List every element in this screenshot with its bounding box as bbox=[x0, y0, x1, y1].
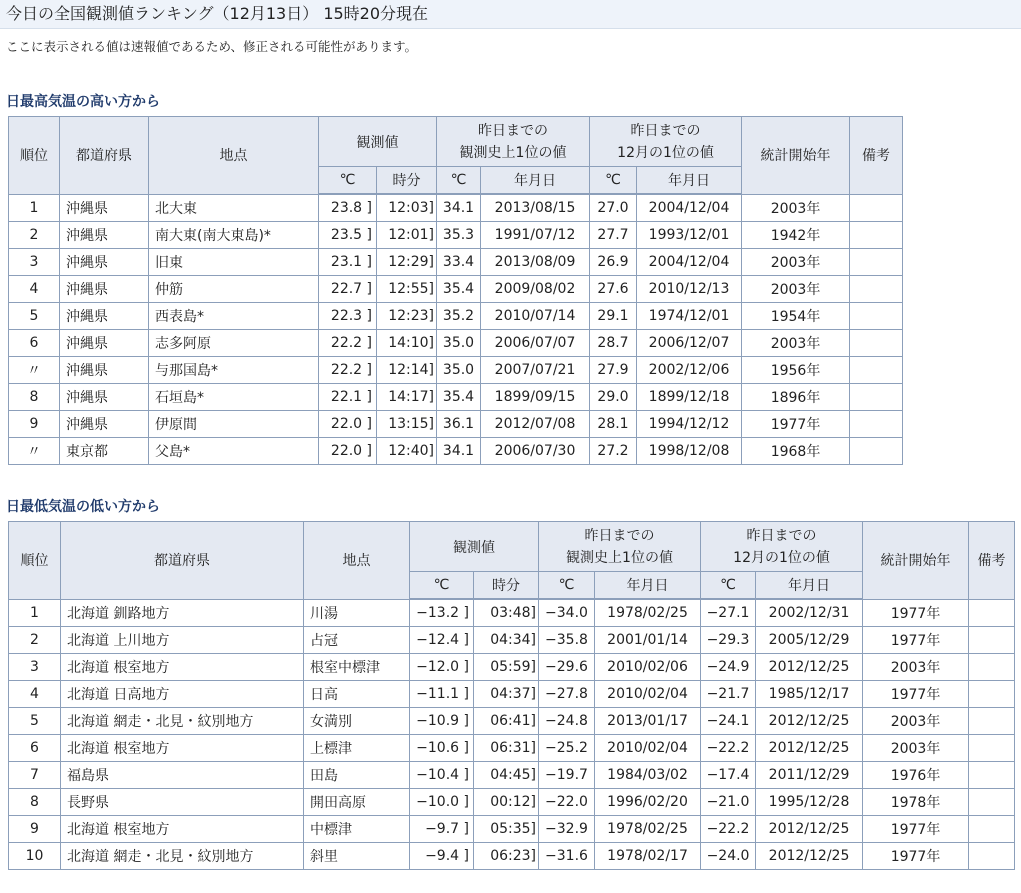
observed-time-cell: 06:41] bbox=[474, 708, 539, 735]
prefecture-cell: 長野県 bbox=[61, 789, 304, 816]
observed-value-cell: 22.0 ] bbox=[319, 438, 377, 465]
record-value-cell: −34.0 bbox=[539, 599, 595, 627]
remarks-cell bbox=[850, 438, 903, 465]
prefecture-cell: 北海道 網走・北見・紋別地方 bbox=[61, 843, 304, 870]
prefecture-cell: 沖縄県 bbox=[60, 330, 149, 357]
rank-cell: 1 bbox=[9, 194, 60, 222]
col-remarks: 備考 bbox=[850, 117, 903, 195]
start-year-cell: 1978年 bbox=[863, 789, 969, 816]
record-value-cell: −29.6 bbox=[539, 654, 595, 681]
remarks-cell bbox=[850, 330, 903, 357]
start-year-cell: 1976年 bbox=[863, 762, 969, 789]
remarks-cell bbox=[850, 194, 903, 222]
location-cell: 石垣島* bbox=[149, 384, 319, 411]
observed-time-cell: 05:59] bbox=[474, 654, 539, 681]
start-year-cell: 1977年 bbox=[742, 411, 850, 438]
prefecture-cell: 沖縄県 bbox=[60, 411, 149, 438]
observed-time-cell: 14:10] bbox=[377, 330, 437, 357]
month-record-date-cell: 1994/12/12 bbox=[637, 411, 742, 438]
col-month-date: 年月日 bbox=[637, 167, 742, 195]
record-date-cell: 1984/03/02 bbox=[595, 762, 701, 789]
table-row bbox=[9, 708, 1015, 735]
observed-time-cell: 12:40] bbox=[377, 438, 437, 465]
remarks-cell bbox=[850, 249, 903, 276]
start-year-cell: 1977年 bbox=[863, 627, 969, 654]
table-row bbox=[9, 762, 1015, 789]
prefecture-cell: 沖縄県 bbox=[60, 357, 149, 384]
record-date-cell: 2007/07/21 bbox=[481, 357, 590, 384]
month-record-value-cell: 29.1 bbox=[590, 303, 637, 330]
table-row bbox=[9, 357, 903, 384]
rank-cell: 1 bbox=[9, 599, 61, 627]
record-date-cell: 2010/07/14 bbox=[481, 303, 590, 330]
remarks-cell bbox=[969, 816, 1015, 843]
month-record-date-cell: 2012/12/25 bbox=[756, 843, 863, 870]
remarks-cell bbox=[850, 276, 903, 303]
location-cell: 北大東 bbox=[149, 194, 319, 222]
col-location: 地点 bbox=[149, 117, 319, 195]
start-year-cell: 2003年 bbox=[863, 654, 969, 681]
record-date-cell: 2010/02/04 bbox=[595, 681, 701, 708]
record-date-cell: 1899/09/15 bbox=[481, 384, 590, 411]
month-record-date-cell: 2004/12/04 bbox=[637, 249, 742, 276]
col-rank: 順位 bbox=[9, 522, 61, 600]
month-record-value-cell: −22.2 bbox=[701, 816, 756, 843]
col-remarks: 備考 bbox=[969, 522, 1015, 600]
month-record-value-cell: −27.1 bbox=[701, 599, 756, 627]
record-date-cell: 2010/02/04 bbox=[595, 735, 701, 762]
month-record-value-cell: −24.1 bbox=[701, 708, 756, 735]
prefecture-cell: 北海道 根室地方 bbox=[61, 654, 304, 681]
observed-value-cell: 23.8 ] bbox=[319, 194, 377, 222]
month-record-date-cell: 2011/12/29 bbox=[756, 762, 863, 789]
table-row bbox=[9, 599, 1015, 627]
high-temp-ranking-table bbox=[8, 116, 903, 465]
remarks-cell bbox=[969, 843, 1015, 870]
col-observed: 観測値 bbox=[410, 522, 539, 572]
location-cell: 仲筋 bbox=[149, 276, 319, 303]
table-row bbox=[9, 816, 1015, 843]
month-record-date-cell: 1993/12/01 bbox=[637, 222, 742, 249]
observed-time-cell: 12:23] bbox=[377, 303, 437, 330]
rank-cell: 5 bbox=[9, 303, 60, 330]
month-record-date-cell: 2002/12/31 bbox=[756, 599, 863, 627]
record-value-cell: 35.2 bbox=[437, 303, 481, 330]
record-date-cell: 2006/07/30 bbox=[481, 438, 590, 465]
prefecture-cell: 北海道 網走・北見・紋別地方 bbox=[61, 708, 304, 735]
start-year-cell: 1968年 bbox=[742, 438, 850, 465]
col-observed-unit: ℃ bbox=[319, 167, 377, 195]
rank-cell: 6 bbox=[9, 330, 60, 357]
month-record-value-cell: −24.0 bbox=[701, 843, 756, 870]
col-location: 地点 bbox=[304, 522, 410, 600]
location-cell: 志多阿原 bbox=[149, 330, 319, 357]
observed-time-cell: 04:34] bbox=[474, 627, 539, 654]
observed-value-cell: 22.1 ] bbox=[319, 384, 377, 411]
location-cell: 旧東 bbox=[149, 249, 319, 276]
table-row bbox=[9, 194, 903, 222]
remarks-cell bbox=[969, 654, 1015, 681]
location-cell: 西表島* bbox=[149, 303, 319, 330]
month-record-value-cell: 28.7 bbox=[590, 330, 637, 357]
col-prefecture: 都道府県 bbox=[60, 117, 149, 195]
rank-cell: 8 bbox=[9, 789, 61, 816]
col-observed-time: 時分 bbox=[377, 167, 437, 195]
record-value-cell: 34.1 bbox=[437, 438, 481, 465]
rank-cell: 5 bbox=[9, 708, 61, 735]
start-year-cell: 2003年 bbox=[863, 735, 969, 762]
month-record-date-cell: 2012/12/25 bbox=[756, 816, 863, 843]
observed-value-cell: 22.2 ] bbox=[319, 330, 377, 357]
observed-time-cell: 05:35] bbox=[474, 816, 539, 843]
col-rank: 順位 bbox=[9, 117, 60, 195]
observed-time-cell: 12:29] bbox=[377, 249, 437, 276]
start-year-cell: 1977年 bbox=[863, 843, 969, 870]
location-cell: 占冠 bbox=[304, 627, 410, 654]
rank-cell: 6 bbox=[9, 735, 61, 762]
col-record: 昨日までの 観測史上1位の値 bbox=[539, 522, 701, 572]
observed-value-cell: −10.6 ] bbox=[410, 735, 474, 762]
observed-value-cell: −9.4 ] bbox=[410, 843, 474, 870]
observed-value-cell: −10.9 ] bbox=[410, 708, 474, 735]
observed-time-cell: 13:15] bbox=[377, 411, 437, 438]
remarks-cell bbox=[850, 222, 903, 249]
month-record-date-cell: 2012/12/25 bbox=[756, 708, 863, 735]
record-date-cell: 1978/02/25 bbox=[595, 816, 701, 843]
rank-cell: 7 bbox=[9, 762, 61, 789]
observed-time-cell: 04:45] bbox=[474, 762, 539, 789]
table-row bbox=[9, 789, 1015, 816]
record-value-cell: 35.0 bbox=[437, 330, 481, 357]
record-value-cell: −22.0 bbox=[539, 789, 595, 816]
col-observed-unit: ℃ bbox=[410, 572, 474, 600]
prefecture-cell: 北海道 日高地方 bbox=[61, 681, 304, 708]
start-year-cell: 2003年 bbox=[742, 194, 850, 222]
location-cell: 与那国島* bbox=[149, 357, 319, 384]
month-record-date-cell: 2010/12/13 bbox=[637, 276, 742, 303]
month-record-value-cell: 29.0 bbox=[590, 384, 637, 411]
prefecture-cell: 沖縄県 bbox=[60, 276, 149, 303]
col-record: 昨日までの 観測史上1位の値 bbox=[437, 117, 590, 167]
prefecture-cell: 沖縄県 bbox=[60, 222, 149, 249]
month-record-value-cell: −22.2 bbox=[701, 735, 756, 762]
observed-time-cell: 12:01] bbox=[377, 222, 437, 249]
month-record-value-cell: 27.2 bbox=[590, 438, 637, 465]
col-start-year: 統計開始年 bbox=[863, 522, 969, 600]
table-row bbox=[9, 330, 903, 357]
month-record-date-cell: 2004/12/04 bbox=[637, 194, 742, 222]
month-record-date-cell: 1998/12/08 bbox=[637, 438, 742, 465]
col-month-unit: ℃ bbox=[590, 167, 637, 195]
rank-cell: 〃 bbox=[9, 357, 60, 384]
location-cell: 父島* bbox=[149, 438, 319, 465]
remarks-cell bbox=[850, 384, 903, 411]
col-start-year: 統計開始年 bbox=[742, 117, 850, 195]
rank-cell: 9 bbox=[9, 411, 60, 438]
month-record-value-cell: −21.7 bbox=[701, 681, 756, 708]
col-observed-time: 時分 bbox=[474, 572, 539, 600]
table-row bbox=[9, 627, 1015, 654]
start-year-cell: 1896年 bbox=[742, 384, 850, 411]
month-record-value-cell: 27.7 bbox=[590, 222, 637, 249]
month-record-date-cell: 2005/12/29 bbox=[756, 627, 863, 654]
record-date-cell: 1996/02/20 bbox=[595, 789, 701, 816]
start-year-cell: 1977年 bbox=[863, 816, 969, 843]
rank-cell: 〃 bbox=[9, 438, 60, 465]
start-year-cell: 1954年 bbox=[742, 303, 850, 330]
observed-time-cell: 14:17] bbox=[377, 384, 437, 411]
start-year-cell: 1977年 bbox=[863, 681, 969, 708]
remarks-cell bbox=[969, 789, 1015, 816]
location-cell: 日高 bbox=[304, 681, 410, 708]
rank-cell: 3 bbox=[9, 249, 60, 276]
table-row bbox=[9, 654, 1015, 681]
month-record-value-cell: 27.9 bbox=[590, 357, 637, 384]
remarks-cell bbox=[850, 411, 903, 438]
start-year-cell: 1956年 bbox=[742, 357, 850, 384]
low-temp-section-title: 日最低気温の低い方から bbox=[6, 499, 160, 515]
record-date-cell: 2006/07/07 bbox=[481, 330, 590, 357]
record-value-cell: −19.7 bbox=[539, 762, 595, 789]
location-cell: 女満別 bbox=[304, 708, 410, 735]
record-value-cell: 35.4 bbox=[437, 384, 481, 411]
start-year-cell: 1942年 bbox=[742, 222, 850, 249]
table-row bbox=[9, 384, 903, 411]
remarks-cell bbox=[969, 708, 1015, 735]
observed-value-cell: 23.1 ] bbox=[319, 249, 377, 276]
record-value-cell: −31.6 bbox=[539, 843, 595, 870]
observed-value-cell: −10.4 ] bbox=[410, 762, 474, 789]
remarks-cell bbox=[969, 735, 1015, 762]
month-record-date-cell: 2006/12/07 bbox=[637, 330, 742, 357]
record-value-cell: −27.8 bbox=[539, 681, 595, 708]
remarks-cell bbox=[969, 627, 1015, 654]
col-record-unit: ℃ bbox=[539, 572, 595, 600]
remarks-cell bbox=[850, 303, 903, 330]
month-record-value-cell: −17.4 bbox=[701, 762, 756, 789]
month-record-value-cell: −24.9 bbox=[701, 654, 756, 681]
rank-cell: 4 bbox=[9, 276, 60, 303]
page-title: 今日の全国観測値ランキング（12月13日） 15時20分現在 bbox=[0, 0, 1021, 29]
record-date-cell: 2013/01/17 bbox=[595, 708, 701, 735]
col-record-date: 年月日 bbox=[481, 167, 590, 195]
rank-cell: 9 bbox=[9, 816, 61, 843]
month-record-date-cell: 1899/12/18 bbox=[637, 384, 742, 411]
record-value-cell: 35.4 bbox=[437, 276, 481, 303]
prefecture-cell: 北海道 根室地方 bbox=[61, 816, 304, 843]
record-value-cell: −25.2 bbox=[539, 735, 595, 762]
record-value-cell: −32.9 bbox=[539, 816, 595, 843]
month-record-value-cell: 26.9 bbox=[590, 249, 637, 276]
observed-value-cell: −10.0 ] bbox=[410, 789, 474, 816]
record-value-cell: 34.1 bbox=[437, 194, 481, 222]
prefecture-cell: 福島県 bbox=[61, 762, 304, 789]
month-record-value-cell: −21.0 bbox=[701, 789, 756, 816]
col-record-unit: ℃ bbox=[437, 167, 481, 195]
low-temp-ranking-table bbox=[8, 521, 1015, 870]
observed-value-cell: −11.1 ] bbox=[410, 681, 474, 708]
rank-cell: 10 bbox=[9, 843, 61, 870]
rank-cell: 3 bbox=[9, 654, 61, 681]
observed-value-cell: −13.2 ] bbox=[410, 599, 474, 627]
disclaimer-text: ここに表示される値は速報値であるため、修正される可能性があります。 bbox=[6, 39, 418, 54]
month-record-date-cell: 2012/12/25 bbox=[756, 735, 863, 762]
col-month-unit: ℃ bbox=[701, 572, 756, 600]
observed-value-cell: 22.0 ] bbox=[319, 411, 377, 438]
col-month-record: 昨日までの 12月の1位の値 bbox=[701, 522, 863, 572]
prefecture-cell: 東京都 bbox=[60, 438, 149, 465]
location-cell: 開田高原 bbox=[304, 789, 410, 816]
observed-time-cell: 06:23] bbox=[474, 843, 539, 870]
remarks-cell bbox=[850, 357, 903, 384]
observed-time-cell: 06:31] bbox=[474, 735, 539, 762]
prefecture-cell: 北海道 釧路地方 bbox=[61, 599, 304, 627]
table-row bbox=[9, 249, 903, 276]
location-cell: 田島 bbox=[304, 762, 410, 789]
col-prefecture: 都道府県 bbox=[61, 522, 304, 600]
start-year-cell: 2003年 bbox=[742, 249, 850, 276]
month-record-date-cell: 1995/12/28 bbox=[756, 789, 863, 816]
col-month-date: 年月日 bbox=[756, 572, 863, 600]
location-cell: 根室中標津 bbox=[304, 654, 410, 681]
record-date-cell: 2012/07/08 bbox=[481, 411, 590, 438]
remarks-cell bbox=[969, 599, 1015, 627]
table-row bbox=[9, 438, 903, 465]
high-temp-section-title: 日最高気温の高い方から bbox=[6, 94, 160, 110]
table-row bbox=[9, 681, 1015, 708]
location-cell: 斜里 bbox=[304, 843, 410, 870]
record-date-cell: 2009/08/02 bbox=[481, 276, 590, 303]
record-date-cell: 2013/08/09 bbox=[481, 249, 590, 276]
observed-value-cell: 22.7 ] bbox=[319, 276, 377, 303]
start-year-cell: 2003年 bbox=[742, 276, 850, 303]
observed-value-cell: 22.2 ] bbox=[319, 357, 377, 384]
observed-time-cell: 04:37] bbox=[474, 681, 539, 708]
prefecture-cell: 沖縄県 bbox=[60, 384, 149, 411]
observed-value-cell: −12.4 ] bbox=[410, 627, 474, 654]
location-cell: 中標津 bbox=[304, 816, 410, 843]
start-year-cell: 1977年 bbox=[863, 599, 969, 627]
record-value-cell: −24.8 bbox=[539, 708, 595, 735]
rank-cell: 2 bbox=[9, 627, 61, 654]
observed-time-cell: 12:55] bbox=[377, 276, 437, 303]
table-row bbox=[9, 276, 903, 303]
observed-value-cell: −9.7 ] bbox=[410, 816, 474, 843]
remarks-cell bbox=[969, 681, 1015, 708]
prefecture-cell: 沖縄県 bbox=[60, 249, 149, 276]
record-date-cell: 1991/07/12 bbox=[481, 222, 590, 249]
record-date-cell: 2001/01/14 bbox=[595, 627, 701, 654]
month-record-date-cell: 2012/12/25 bbox=[756, 654, 863, 681]
prefecture-cell: 北海道 根室地方 bbox=[61, 735, 304, 762]
record-value-cell: −35.8 bbox=[539, 627, 595, 654]
col-record-date: 年月日 bbox=[595, 572, 701, 600]
table-row bbox=[9, 735, 1015, 762]
record-value-cell: 35.0 bbox=[437, 357, 481, 384]
record-value-cell: 35.3 bbox=[437, 222, 481, 249]
rank-cell: 4 bbox=[9, 681, 61, 708]
observed-value-cell: 22.3 ] bbox=[319, 303, 377, 330]
month-record-value-cell: −29.3 bbox=[701, 627, 756, 654]
observed-time-cell: 12:03] bbox=[377, 194, 437, 222]
col-month-record: 昨日までの 12月の1位の値 bbox=[590, 117, 742, 167]
record-date-cell: 2010/02/06 bbox=[595, 654, 701, 681]
location-cell: 南大東(南大東島)* bbox=[149, 222, 319, 249]
month-record-value-cell: 27.0 bbox=[590, 194, 637, 222]
table-row bbox=[9, 303, 903, 330]
month-record-date-cell: 1985/12/17 bbox=[756, 681, 863, 708]
location-cell: 川湯 bbox=[304, 599, 410, 627]
month-record-date-cell: 1974/12/01 bbox=[637, 303, 742, 330]
observed-time-cell: 03:48] bbox=[474, 599, 539, 627]
table-row bbox=[9, 411, 903, 438]
record-date-cell: 1978/02/17 bbox=[595, 843, 701, 870]
month-record-value-cell: 27.6 bbox=[590, 276, 637, 303]
observed-time-cell: 00:12] bbox=[474, 789, 539, 816]
record-value-cell: 33.4 bbox=[437, 249, 481, 276]
observed-time-cell: 12:14] bbox=[377, 357, 437, 384]
start-year-cell: 2003年 bbox=[863, 708, 969, 735]
month-record-date-cell: 2002/12/06 bbox=[637, 357, 742, 384]
month-record-value-cell: 28.1 bbox=[590, 411, 637, 438]
prefecture-cell: 沖縄県 bbox=[60, 194, 149, 222]
record-date-cell: 2013/08/15 bbox=[481, 194, 590, 222]
record-value-cell: 36.1 bbox=[437, 411, 481, 438]
prefecture-cell: 北海道 上川地方 bbox=[61, 627, 304, 654]
remarks-cell bbox=[969, 762, 1015, 789]
location-cell: 上標津 bbox=[304, 735, 410, 762]
table-row bbox=[9, 222, 903, 249]
observed-value-cell: −12.0 ] bbox=[410, 654, 474, 681]
start-year-cell: 2003年 bbox=[742, 330, 850, 357]
prefecture-cell: 沖縄県 bbox=[60, 303, 149, 330]
observed-value-cell: 23.5 ] bbox=[319, 222, 377, 249]
rank-cell: 2 bbox=[9, 222, 60, 249]
location-cell: 伊原間 bbox=[149, 411, 319, 438]
rank-cell: 8 bbox=[9, 384, 60, 411]
table-row bbox=[9, 843, 1015, 870]
col-observed: 観測値 bbox=[319, 117, 437, 167]
record-date-cell: 1978/02/25 bbox=[595, 599, 701, 627]
